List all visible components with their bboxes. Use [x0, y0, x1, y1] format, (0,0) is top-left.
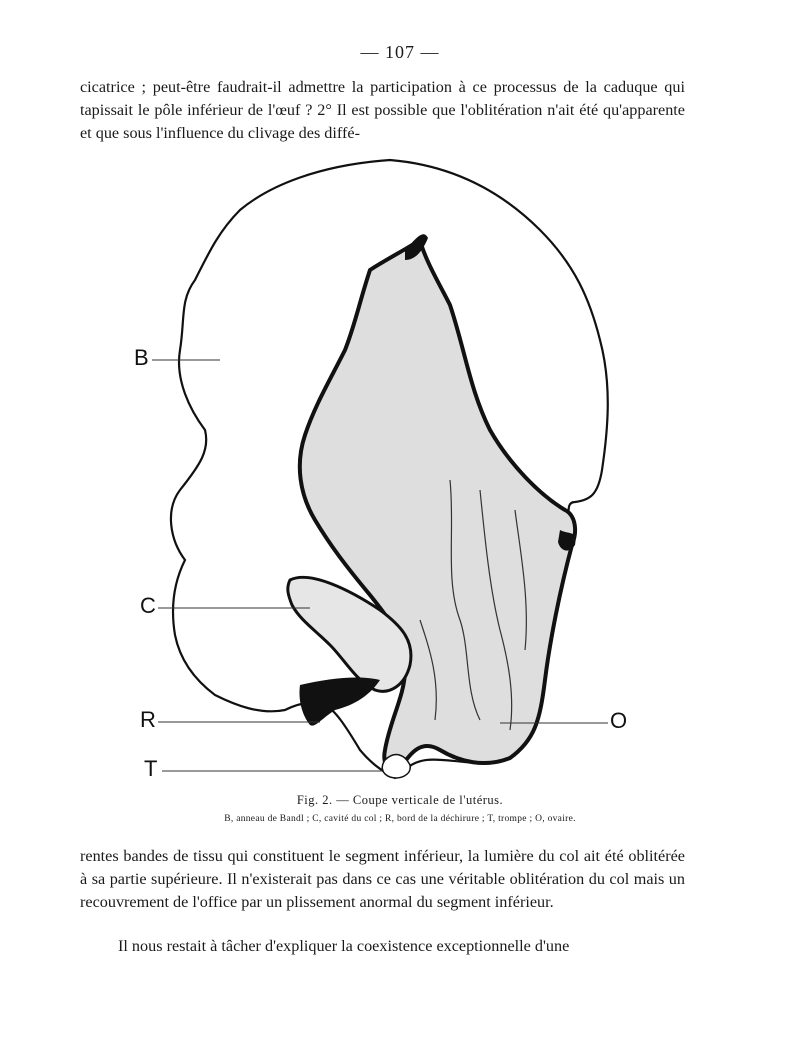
uterus-figure — [120, 150, 640, 800]
top-paragraph: cicatrice ; peut-être faudrait-il admettre la participation à ce processus de la caduque qui tapissait le pôle inférieur de l'œuf ? 2° Il est possible que l'oblitération n'ait été qu'apparente et que sous l'influence du clivage des diffé- — [80, 78, 685, 142]
label-r: R — [140, 707, 156, 732]
uterus-drawing — [120, 150, 640, 800]
bottom-paragraph: rentes bandes de tissu qui constituent le segment inférieur, la lumière du col ait été oblitérée à sa partie supérieure. Il n'existerait pas dans ce cas une véritable oblitération du col mais un recouvrement de l'office par un plissement anormal du segment inférieur. — [80, 847, 685, 911]
last-paragraph: Il nous restait à tâcher d'expliquer la coexistence exceptionnelle d'une — [118, 937, 570, 955]
page-number: — 107 — — [360, 42, 440, 62]
figure-caption: Fig. 2. — Coupe verticale de l'utérus. — [296, 793, 504, 807]
label-o: O — [610, 708, 628, 733]
label-t: T — [144, 756, 158, 781]
figure-legend: B, anneau de Bandl ; C, cavité du col ; R, bord de la déchirure ; T, trompe ; O, ovaire. — [224, 814, 576, 824]
label-b: B — [134, 345, 149, 370]
label-c: C — [140, 593, 156, 618]
